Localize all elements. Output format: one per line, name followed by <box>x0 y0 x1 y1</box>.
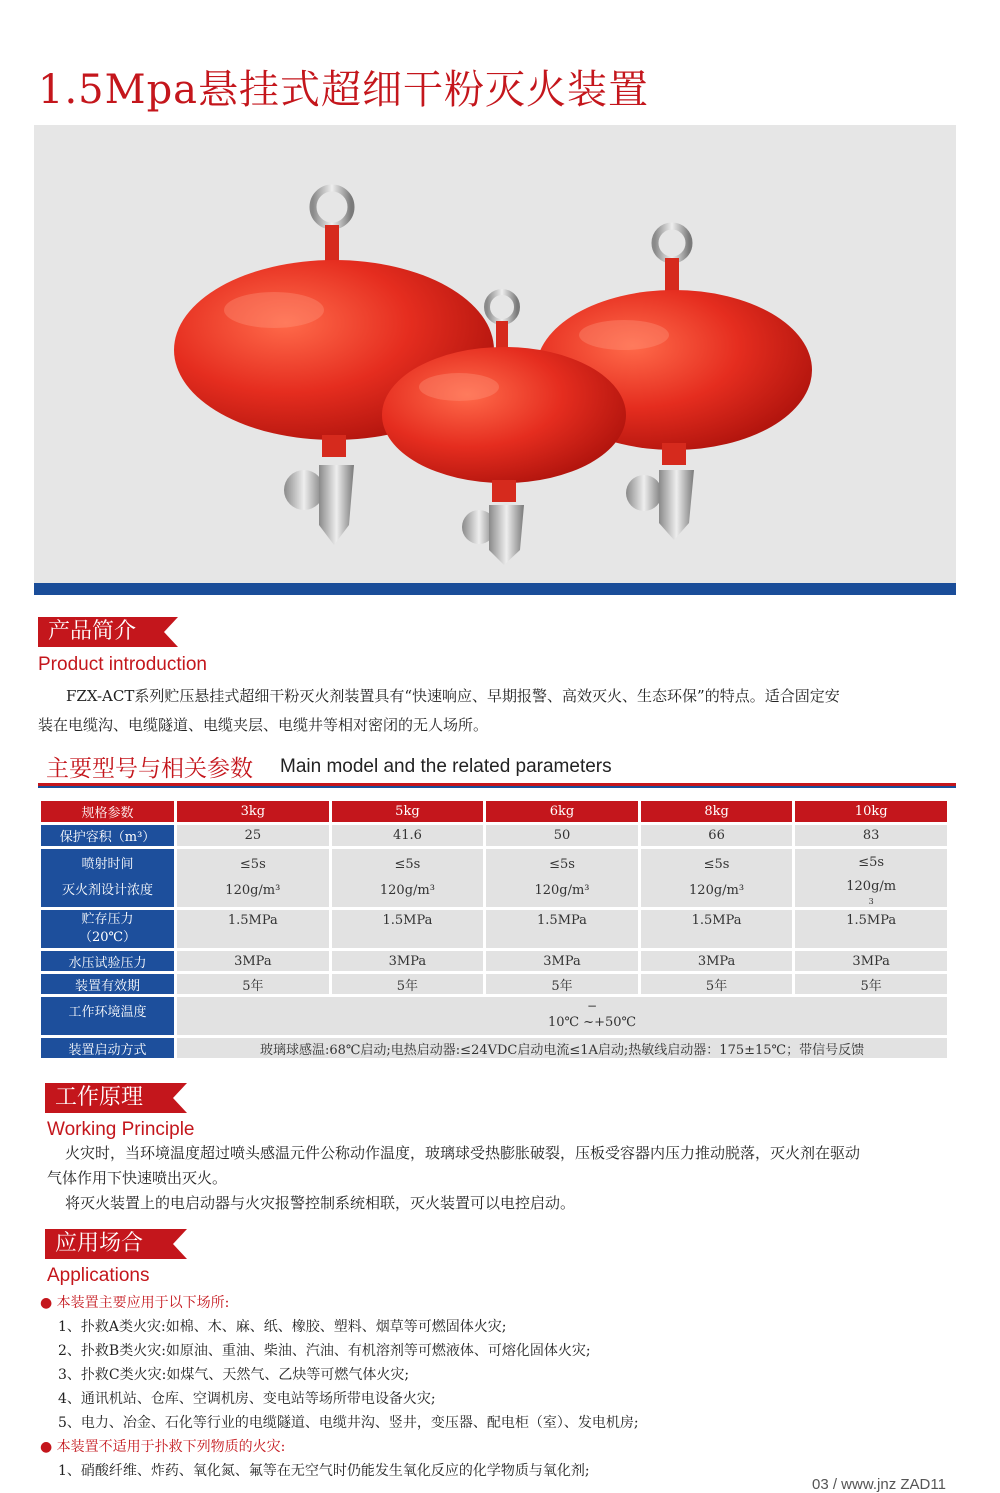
table-cell: 5年 <box>641 974 793 994</box>
apps-bullet-2-text: 本装置不适用于扑救下列物质的火灾: <box>56 1439 286 1455</box>
apps-list <box>40 1291 960 1483</box>
row-label: 工作环境温度 <box>41 997 174 1035</box>
table-cell-group <box>486 849 638 907</box>
table-row-start <box>41 1038 947 1058</box>
params-heading <box>38 750 956 786</box>
bullet-dot-icon: ● <box>40 1439 53 1455</box>
table-cell: 1.5MPa <box>641 910 793 948</box>
product-photo <box>34 125 956 583</box>
table-header-cell: 3kg <box>177 801 329 822</box>
table-cell: 120g/m³ <box>689 883 745 898</box>
table-cell: ≤5s <box>394 857 421 872</box>
row-label-group <box>41 849 174 907</box>
page-title: 1.5Mpa悬挂式超细干粉灭火装置 <box>38 67 650 113</box>
table-cell: 3MPa <box>332 951 484 971</box>
bullet-dot-icon: ● <box>40 1295 53 1311</box>
principle-line-1: 火灾时，当环境温度超过喷头感温元件公称动作温度，玻璃球受热膨胀破裂，压板受容器内压力推动脱落，灭火剂在驱动 <box>65 1144 861 1162</box>
table-cell: ≤5s <box>239 857 266 872</box>
table-cell-group <box>795 849 947 907</box>
intro-tag-label: 产品简介 <box>48 619 137 644</box>
table-cell: 1.5MPa <box>177 910 329 948</box>
table-header-cell: 6kg <box>486 801 638 822</box>
list-item: 5、电力、冶金、石化等行业的电缆隧道、电缆井沟、竖井，变压器、配电柜（室）、发电机房; <box>58 1415 639 1431</box>
intro-line-2: 装在电缆沟、电缆隧道、电缆夹层、电缆井等相对密闭的无人场所。 <box>38 716 489 734</box>
row-label-group <box>41 910 174 948</box>
page-footer: 03 / www.jnz ZAD11 <box>812 1476 946 1493</box>
params-table <box>38 798 950 1061</box>
apps-section-tag <box>45 1229 173 1259</box>
photo-bottom-bar <box>34 583 956 595</box>
table-cell-group <box>641 849 793 907</box>
list-item: 1、硝酸纤维、炸药、氧化氮、氟等在无空气时仍能发生氧化反应的化学物质与氧化剂; <box>58 1463 590 1479</box>
apps-en-heading: Applications <box>47 1265 150 1286</box>
table-cell: 1.5MPa <box>486 910 638 948</box>
table-row-life <box>41 974 947 994</box>
row-label: 贮存压力 <box>81 912 134 927</box>
list-item: 3、扑救C类火灾:如煤气、天然气、乙炔等可燃气体火灾; <box>58 1367 410 1383</box>
table-cell: 120g/m <box>846 879 897 894</box>
table-cell: ≤5s <box>858 855 885 870</box>
table-cell-group <box>177 849 329 907</box>
apps-tag-label: 应用场合 <box>55 1231 144 1256</box>
table-cell: 1.5MPa <box>795 910 947 948</box>
row-label: 灭火剂设计浓度 <box>62 883 154 898</box>
table-header-cell: 10kg <box>795 801 947 822</box>
table-cell: 3MPa <box>641 951 793 971</box>
intro-line-1: FZX-ACT系列贮压悬挂式超细干粉灭火剂装置具有“快速响应、早期报警、高效灭火、生态环保”的特点。适合固定安 <box>66 687 840 705</box>
principle-line-3: 将灭火装置上的电启动器与火灾报警控制系统相联，灭火装置可以电控启动。 <box>65 1194 576 1212</box>
table-cell: 5年 <box>177 974 329 994</box>
table-row-spray-conc <box>41 849 947 907</box>
table-cell: 1.5MPa <box>332 910 484 948</box>
table-cell: 120g/m³ <box>225 883 281 898</box>
table-cell: 83 <box>795 825 947 846</box>
table-cell: 5年 <box>795 974 947 994</box>
table-cell-group <box>332 849 484 907</box>
table-cell: 3MPa <box>177 951 329 971</box>
row-label: 喷射时间 <box>81 857 134 872</box>
table-cell-superscript: 3 <box>868 897 874 906</box>
table-row-hydro <box>41 951 947 971</box>
table-header-cell: 规格参数 <box>41 801 174 822</box>
table-cell: 120g/m³ <box>379 883 435 898</box>
table-cell: 120g/m³ <box>534 883 590 898</box>
row-label: 保护容积（m³） <box>41 825 174 846</box>
extinguisher-illustration <box>34 125 956 583</box>
table-cell: 41.6 <box>332 825 484 846</box>
params-rule-blue <box>38 786 956 788</box>
table-cell: 10℃ ~+50℃ <box>547 1015 637 1030</box>
params-zh-title: 主要型号与相关参数 <box>46 756 253 782</box>
table-row-volume <box>41 825 947 846</box>
table-row-temp <box>41 997 947 1035</box>
apps-bullet-1-text: 本装置主要应用于以下场所: <box>56 1295 230 1311</box>
row-label: 水压试验压力 <box>41 951 174 971</box>
principle-en-heading: Working Principle <box>47 1119 195 1140</box>
apps-bullet-1 <box>40 1291 960 1315</box>
table-cell: 50 <box>486 825 638 846</box>
table-header-cell: 8kg <box>641 801 793 822</box>
table-cell: 5年 <box>486 974 638 994</box>
row-label: 装置启动方式 <box>41 1038 174 1058</box>
table-cell: 玻璃球感温:68℃启动;电热启动器:≤24VDC启动电流≤1A启动;热敏线启动器：175±15℃；带信号反馈 <box>177 1038 947 1058</box>
row-label: （20℃） <box>78 930 137 945</box>
table-cell: 5年 <box>332 974 484 994</box>
params-en-title: Main model and the related parameters <box>280 756 612 777</box>
principle-line-2: 气体作用下快速喷出灭火。 <box>47 1169 228 1187</box>
table-cell: ≤5s <box>703 857 730 872</box>
table-row-pressure <box>41 910 947 948</box>
intro-section-tag <box>38 617 164 647</box>
intro-en-heading: Product introduction <box>38 654 207 675</box>
principle-tag-label: 工作原理 <box>55 1085 144 1110</box>
list-item: 1、扑救A类火灾:如棉、木、麻、纸、橡胶、塑料、烟草等可燃固体火灾; <box>58 1319 507 1335</box>
table-cell: 3MPa <box>795 951 947 971</box>
principle-section-tag <box>45 1083 173 1113</box>
list-item: 4、通讯机站、仓库、空调机房、变电站等场所带电设备火灾; <box>58 1391 436 1407</box>
table-row-spec <box>41 801 947 822</box>
row-label: 装置有效期 <box>41 974 174 994</box>
table-cell: 25 <box>177 825 329 846</box>
table-cell: 66 <box>641 825 793 846</box>
table-cell: 3MPa <box>486 951 638 971</box>
table-cell: ≤5s <box>549 857 575 872</box>
list-item: 2、扑救B类火灾:如原油、重油、柴油、汽油、有机溶剂等可燃液体、可熔化固体火灾; <box>58 1343 591 1359</box>
table-header-cell: 5kg <box>332 801 484 822</box>
temp-dash: − <box>586 999 598 1013</box>
apps-bullet-2 <box>40 1435 960 1459</box>
table-cell-group <box>177 997 947 1035</box>
